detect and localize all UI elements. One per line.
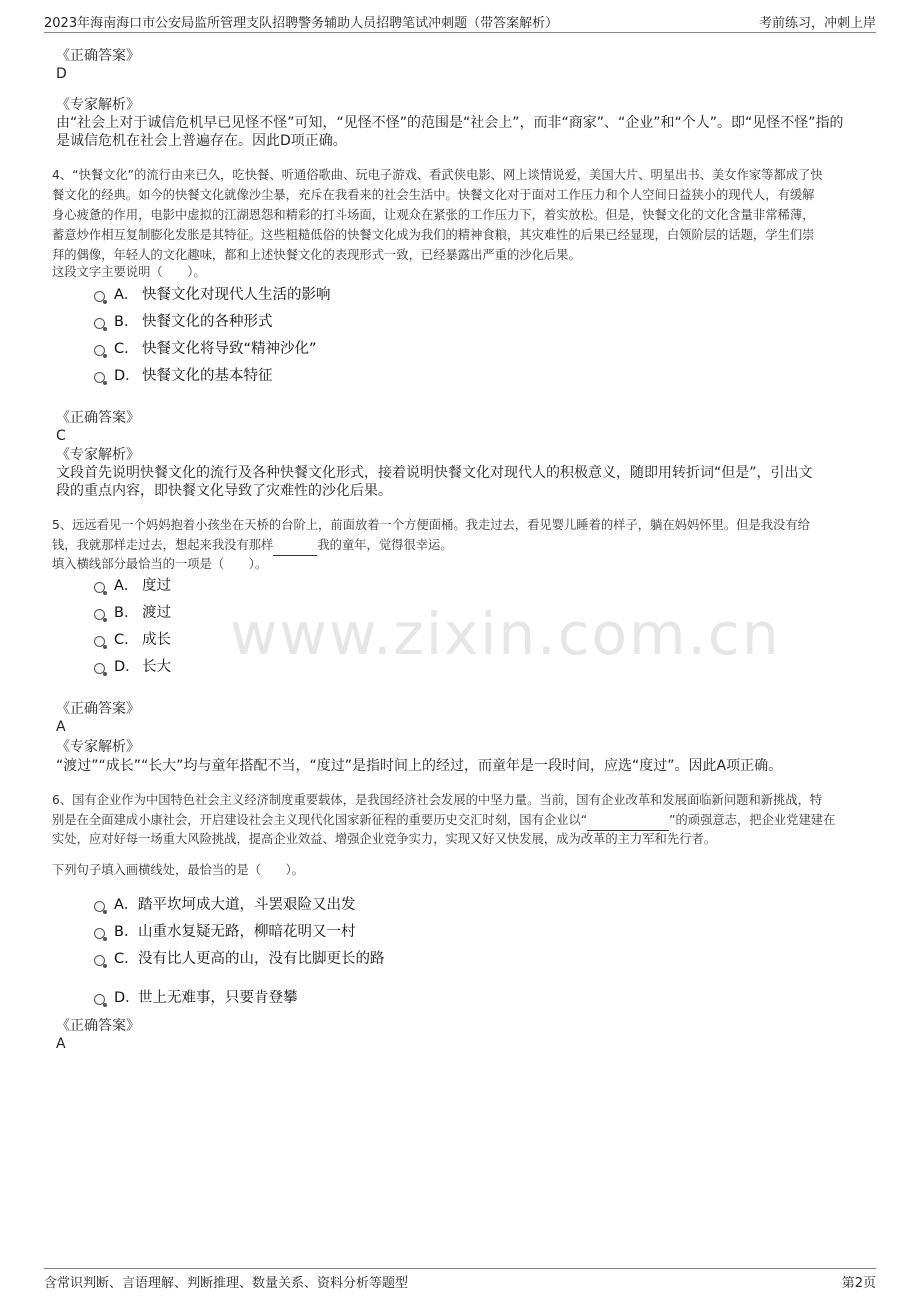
option-b[interactable] xyxy=(94,602,834,624)
question-prompt: 这段文字主要说明（ ）。 xyxy=(52,265,206,279)
radio-button-icon[interactable] xyxy=(94,582,105,593)
analysis-label: 《专家解析》 xyxy=(56,739,140,755)
option-a[interactable] xyxy=(94,575,834,597)
stem-text: 钱，我就那样走过去，想起来我没有那样 xyxy=(52,538,274,552)
question-stem: 拜的偶像，年轻人的文化趣味，都和上述快餐文化的表现形式一致，已经暴露出严重的沙化后果。 xyxy=(52,248,581,262)
option-c[interactable] xyxy=(94,629,834,651)
analysis-text: 文段首先说明快餐文化的流行及各种快餐文化形式，接着说明快餐文化对现代人的积极意义，随即用转折词“但是”，引出文 xyxy=(56,465,813,481)
analysis-label: 《专家解析》 xyxy=(56,97,140,113)
question-stem: 6、国有企业作为中国特色社会主义经济制度重要载体，是我国经济社会发展的中坚力量。当前，国有企业改革和发展面临新问题和新挑战，特 xyxy=(52,793,823,807)
option-a[interactable] xyxy=(94,284,834,306)
answer-label: 《正确答案》 xyxy=(56,410,140,426)
option-a[interactable] xyxy=(94,894,834,916)
question-stem: 餐文化的经典。如今的快餐文化就像沙尘暴，充斥在我看来的社会生活中。快餐文化对于面对工作压力和个人空间日益狭小的现代人，有缓解 xyxy=(52,188,815,202)
option-letter: A． xyxy=(114,578,139,594)
answer-label: 《正确答案》 xyxy=(56,701,140,717)
radio-button-icon[interactable] xyxy=(94,345,105,356)
question-stem: 蓄意炒作相互复制膨化发胀是其特征。这些粗糙低俗的快餐文化成为我们的精神食粮，其灾难性的后果已经显现，白领阶层的话题，学生们崇 xyxy=(52,228,815,242)
question-prompt: 下列句子填入画横线处，最恰当的是（ ）。 xyxy=(52,863,305,877)
header-slogan: 考前练习，冲刺上岸 xyxy=(758,16,876,31)
question-stem: 身心疲惫的作用，电影中虚拟的江湖恩怨和精彩的打斗场面，让观众在紧张的工作压力下，着实放松。但是，快餐文化的文化含量非常稀薄， xyxy=(52,208,815,222)
question-stem: 实处，应对好每一场重大风险挑战，提高企业效益、增强企业竞争实力，实现又好又快发展，成为改革的主力军和先行者。 xyxy=(52,832,717,846)
answer-value: A xyxy=(56,1036,66,1052)
option-text: 快餐文化的各种形式 xyxy=(142,314,273,330)
fill-blank xyxy=(587,810,669,831)
option-letter: C． xyxy=(114,632,139,648)
radio-button-icon[interactable] xyxy=(94,663,105,674)
option-text: 没有比人更高的山，没有比脚更长的路 xyxy=(138,951,385,967)
option-b[interactable] xyxy=(94,311,834,333)
option-letter: B． xyxy=(114,605,139,621)
page-footer xyxy=(44,1268,876,1291)
option-text: 快餐文化对现代人生活的影响 xyxy=(142,287,331,303)
option-text: 山重水复疑无路，柳暗花明又一村 xyxy=(138,924,356,940)
radio-button-icon[interactable] xyxy=(94,609,105,620)
radio-button-icon[interactable] xyxy=(94,901,105,912)
option-letter: C． xyxy=(114,951,139,967)
option-letter: D． xyxy=(114,659,140,675)
analysis-label: 《专家解析》 xyxy=(56,447,140,463)
option-d[interactable] xyxy=(94,656,834,678)
answer-label: 《正确答案》 xyxy=(56,1018,140,1034)
option-text: 度过 xyxy=(142,578,171,594)
answer-value: C xyxy=(56,428,66,444)
radio-button-icon[interactable] xyxy=(94,928,105,939)
watermark: www.zixin.com.cn xyxy=(230,600,781,668)
answer-value: A xyxy=(56,719,66,735)
analysis-text: “渡过”“成长”“长大”均与童年搭配不当，“度过”是指时间上的经过，而童年是一段时间，应选“度过”。因此A项正确。 xyxy=(56,758,783,774)
option-text: 成长 xyxy=(142,632,171,648)
analysis-text: 是诚信危机在社会上普遍存在。因此D项正确。 xyxy=(56,133,347,149)
option-d[interactable] xyxy=(94,987,834,1009)
option-letter: A． xyxy=(114,287,139,303)
question-stem: 5、远远看见一个妈妈抱着小孩坐在天桥的台阶上，前面放着一个方便面桶。我走过去，看见婴儿睡着的样子，躺在妈妈怀里。但是我没有给 xyxy=(52,518,810,532)
option-text: 世上无难事，只要肯登攀 xyxy=(138,990,298,1006)
radio-button-icon[interactable] xyxy=(94,291,105,302)
option-text: 快餐文化将导致“精神沙化” xyxy=(142,341,317,357)
question-stem xyxy=(52,810,864,831)
option-c[interactable] xyxy=(94,338,834,360)
fill-blank xyxy=(273,535,317,556)
option-letter: A． xyxy=(114,897,139,913)
option-letter: D． xyxy=(114,368,140,384)
question-prompt: 填入横线部分最恰当的一项是（ ）。 xyxy=(52,557,268,571)
option-text: 渡过 xyxy=(142,605,171,621)
answer-value: D xyxy=(56,66,67,82)
page-number: 第2页 xyxy=(841,1276,876,1291)
stem-text: 我的童年，觉得很幸运。 xyxy=(317,538,453,552)
option-letter: C． xyxy=(114,341,139,357)
stem-text: ”的顽强意志，把企业党建建在 xyxy=(669,813,836,827)
question-stem: 4、“快餐文化”的流行由来已久，吃快餐、听通俗歌曲、玩电子游戏、看武侠电影、网上谈情说爱，美国大片、明星出书、美女作家等都成了快 xyxy=(52,168,823,182)
radio-button-icon[interactable] xyxy=(94,994,105,1005)
radio-button-icon[interactable] xyxy=(94,318,105,329)
option-letter: B． xyxy=(114,314,139,330)
radio-button-icon[interactable] xyxy=(94,372,105,383)
option-letter: B． xyxy=(114,924,139,940)
radio-button-icon[interactable] xyxy=(94,955,105,966)
option-text: 踏平坎坷成大道，斗罢艰险又出发 xyxy=(138,897,356,913)
footer-topics: 含常识判断、言语理解、判断推理、数量关系、资料分析等题型 xyxy=(44,1276,409,1291)
question-stem xyxy=(52,535,864,556)
option-text: 长大 xyxy=(142,659,171,675)
radio-button-icon[interactable] xyxy=(94,636,105,647)
analysis-text: 由“社会上对于诚信危机早已见怪不怪”可知，“见怪不怪”的范围是“社会上”，而非“商家”、“企业”和“个人”。即“见怪不怪”指的 xyxy=(56,115,844,131)
option-letter: D． xyxy=(114,990,140,1006)
document-title: 2023年海南海口市公安局监所管理支队招聘警务辅助人员招聘笔试冲刺题（带答案解析） xyxy=(44,16,559,31)
option-b[interactable] xyxy=(94,921,834,943)
stem-text: 别是在全面建成小康社会，开启建设社会主义现代化国家新征程的重要历史交汇时刻，国有企业以“ xyxy=(52,813,588,827)
option-c[interactable] xyxy=(94,948,834,970)
option-d[interactable] xyxy=(94,365,834,387)
page-header xyxy=(44,10,876,33)
option-text: 快餐文化的基本特征 xyxy=(142,368,273,384)
answer-label: 《正确答案》 xyxy=(56,48,140,64)
analysis-text: 段的重点内容，即快餐文化导致了灾难性的沙化后果。 xyxy=(56,483,392,499)
